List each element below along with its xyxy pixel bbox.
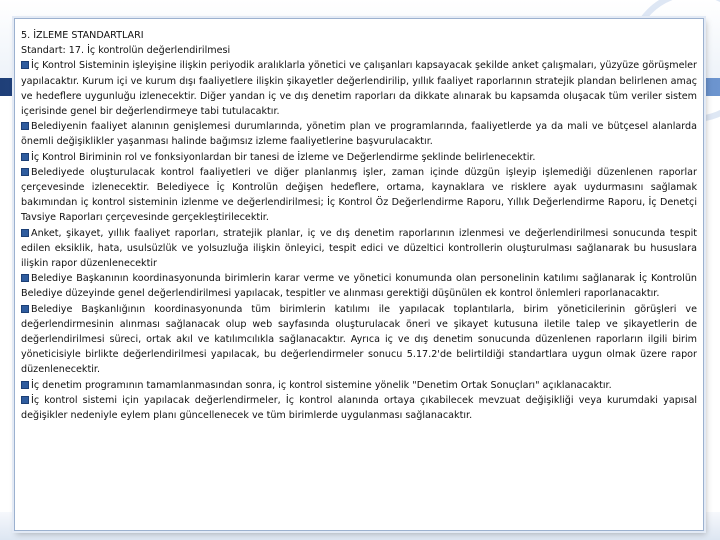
square-bullet-icon: [21, 229, 29, 237]
paragraph-text: İç Kontrol Biriminin rol ve fonksiyonlardan bir tanesi de İzleme ve Değerlendirme şeklinde belirlenecektir.: [31, 151, 536, 163]
paragraph-text: Belediyenin faaliyet alanının genişlemesi durumlarında, yönetim plan ve programlarında, faaliyetlerde ya da mali ve bütçesel alanlarda önemli değişiklikler yaşanması halinde bağımsız izleme faaliyetlerine başvurulacaktır.: [21, 121, 697, 148]
paragraph-3: [21, 150, 697, 165]
square-bullet-icon: [21, 61, 29, 69]
square-bullet-icon: [21, 122, 29, 130]
paragraph-text: Anket, şikayet, yıllık faaliyet raporları, stratejik planlar, iç ve dış denetim raporlarının izlenmesi ve değerlendirilmesi sonucunda tespit edilen eksiklik, hata, usulsüzlük ve yolsuzluğa ilişkin önleyici, tespit edici ve düzeltici kontrollerin oluşturulması sağlanarak bu hususlara ilişkin rapor düzenlenecektir: [21, 227, 697, 270]
document-body: [21, 28, 697, 423]
paragraph-1: [21, 58, 697, 119]
square-bullet-icon: [21, 305, 29, 313]
paragraph-9: [21, 393, 697, 423]
paragraph-text: İç kontrol sistemi için yapılacak değerlendirmeler, İç kontrol alanında ortaya çıkabilecek mevzuat değişikliği veya kurumdaki yapısal değişikler nedeniyle eylem planı güncellenecek ve tüm birimlerde uygulanması sağlanacaktır.: [21, 394, 697, 422]
square-bullet-icon: [21, 168, 29, 176]
paragraph-5: [21, 226, 697, 272]
square-bullet-icon: [21, 274, 29, 282]
paragraph-text: İç Kontrol Sisteminin işleyişine ilişkin periyodik aralıklarla yönetici ve çalışanları kapsayacak şekilde anket çalışmaları, yüzyüze görüşmeler yapılacaktır. Kurum içi ve kurum dışı faaliyetlere ilişkin şikayetler değerlendirilip, yıllık faaliyet raporlarının stratejik plandan belirlenen amaç ve hedeflere uygunluğu izlenecektir. Diğer yandan iç ve dış denetim raporları da dikkate alınarak bu kapsamda oluşacak tüm veriler sistem içerisinde genel bir değerlendirmeye tabi tutulacaktır.: [21, 60, 697, 118]
paragraph-6: [21, 271, 697, 301]
paragraph-text: İç denetim programının tamamlanmasından sonra, iç kontrol sistemine yönelik "Denetim Ortak Sonuçları" açıklanacaktır.: [31, 379, 612, 391]
square-bullet-icon: [21, 153, 29, 161]
paragraph-4: [21, 165, 697, 226]
paragraph-text: Belediye Başkanının koordinasyonunda birimlerin karar verme ve yönetici konumunda olan personelinin katılımı sağlanarak İç Kontrolün Belediye düzeyinde genel değerlendirilmesi yapılacak, tespitler ve alınması gerektiği düşünülen ek kontrol önlemleri raporlanacaktır.: [21, 273, 697, 300]
document-text-box: [14, 18, 704, 531]
standard-title: Standart: 17. İç kontrolün değerlendirilmesi: [21, 45, 231, 57]
square-bullet-icon: [21, 381, 29, 389]
paragraph-2: [21, 119, 697, 149]
section-heading: 5. İZLEME STANDARTLARI: [21, 30, 144, 41]
paragraph-8: [21, 378, 697, 393]
paragraph-7: [21, 302, 697, 378]
paragraph-text: Belediyede oluşturulacak kontrol faaliyetleri ve diğer planlanmış işler, zaman içinde düzgün işleyip işlemediği düzenlenen raporlar çerçevesinde izlenecektir. Belediyece İç Kontrolün değişen hedeflere, ortama, kaynaklara ve risklere ayak uydurmasını sağlamak bakımından iç kontrol sisteminin izlenme ve değerlendirilmesi; İç Kontrol Öz Değerlendirme Raporu, Yıllık Değerlendirme Raporu, İç Denetçi Tavsiye Raporları çerçevesinde gerçekleştirilecektir.: [21, 166, 697, 224]
paragraph-text: Belediye Başkanlığının koordinasyonunda tüm birimlerin katılımı ile yapılacak toplantılarla, birim yöneticilerinin görüşleri ve değerlendirmesinin alınması sağlanacak olup web sayfasında oluşturulacak öneri ve şikayet kutusuna iletile talep ve şikayetlerin de değerlendirilmesi süreci, ortak akıl ve katılımcılıkla sağlanacaktır. Ayrıca iç ve dış denetim sonucunda düzenlenen raporların ilgili birim yöneticisiyle birlikte değerlendirilmesi yapılacak, bu değerlendirmeler sonucu 5.17.2'de belirtildiği standartlara uygun olmak üzere rapor düzenlenecektir.: [21, 303, 697, 376]
square-bullet-icon: [21, 396, 29, 404]
